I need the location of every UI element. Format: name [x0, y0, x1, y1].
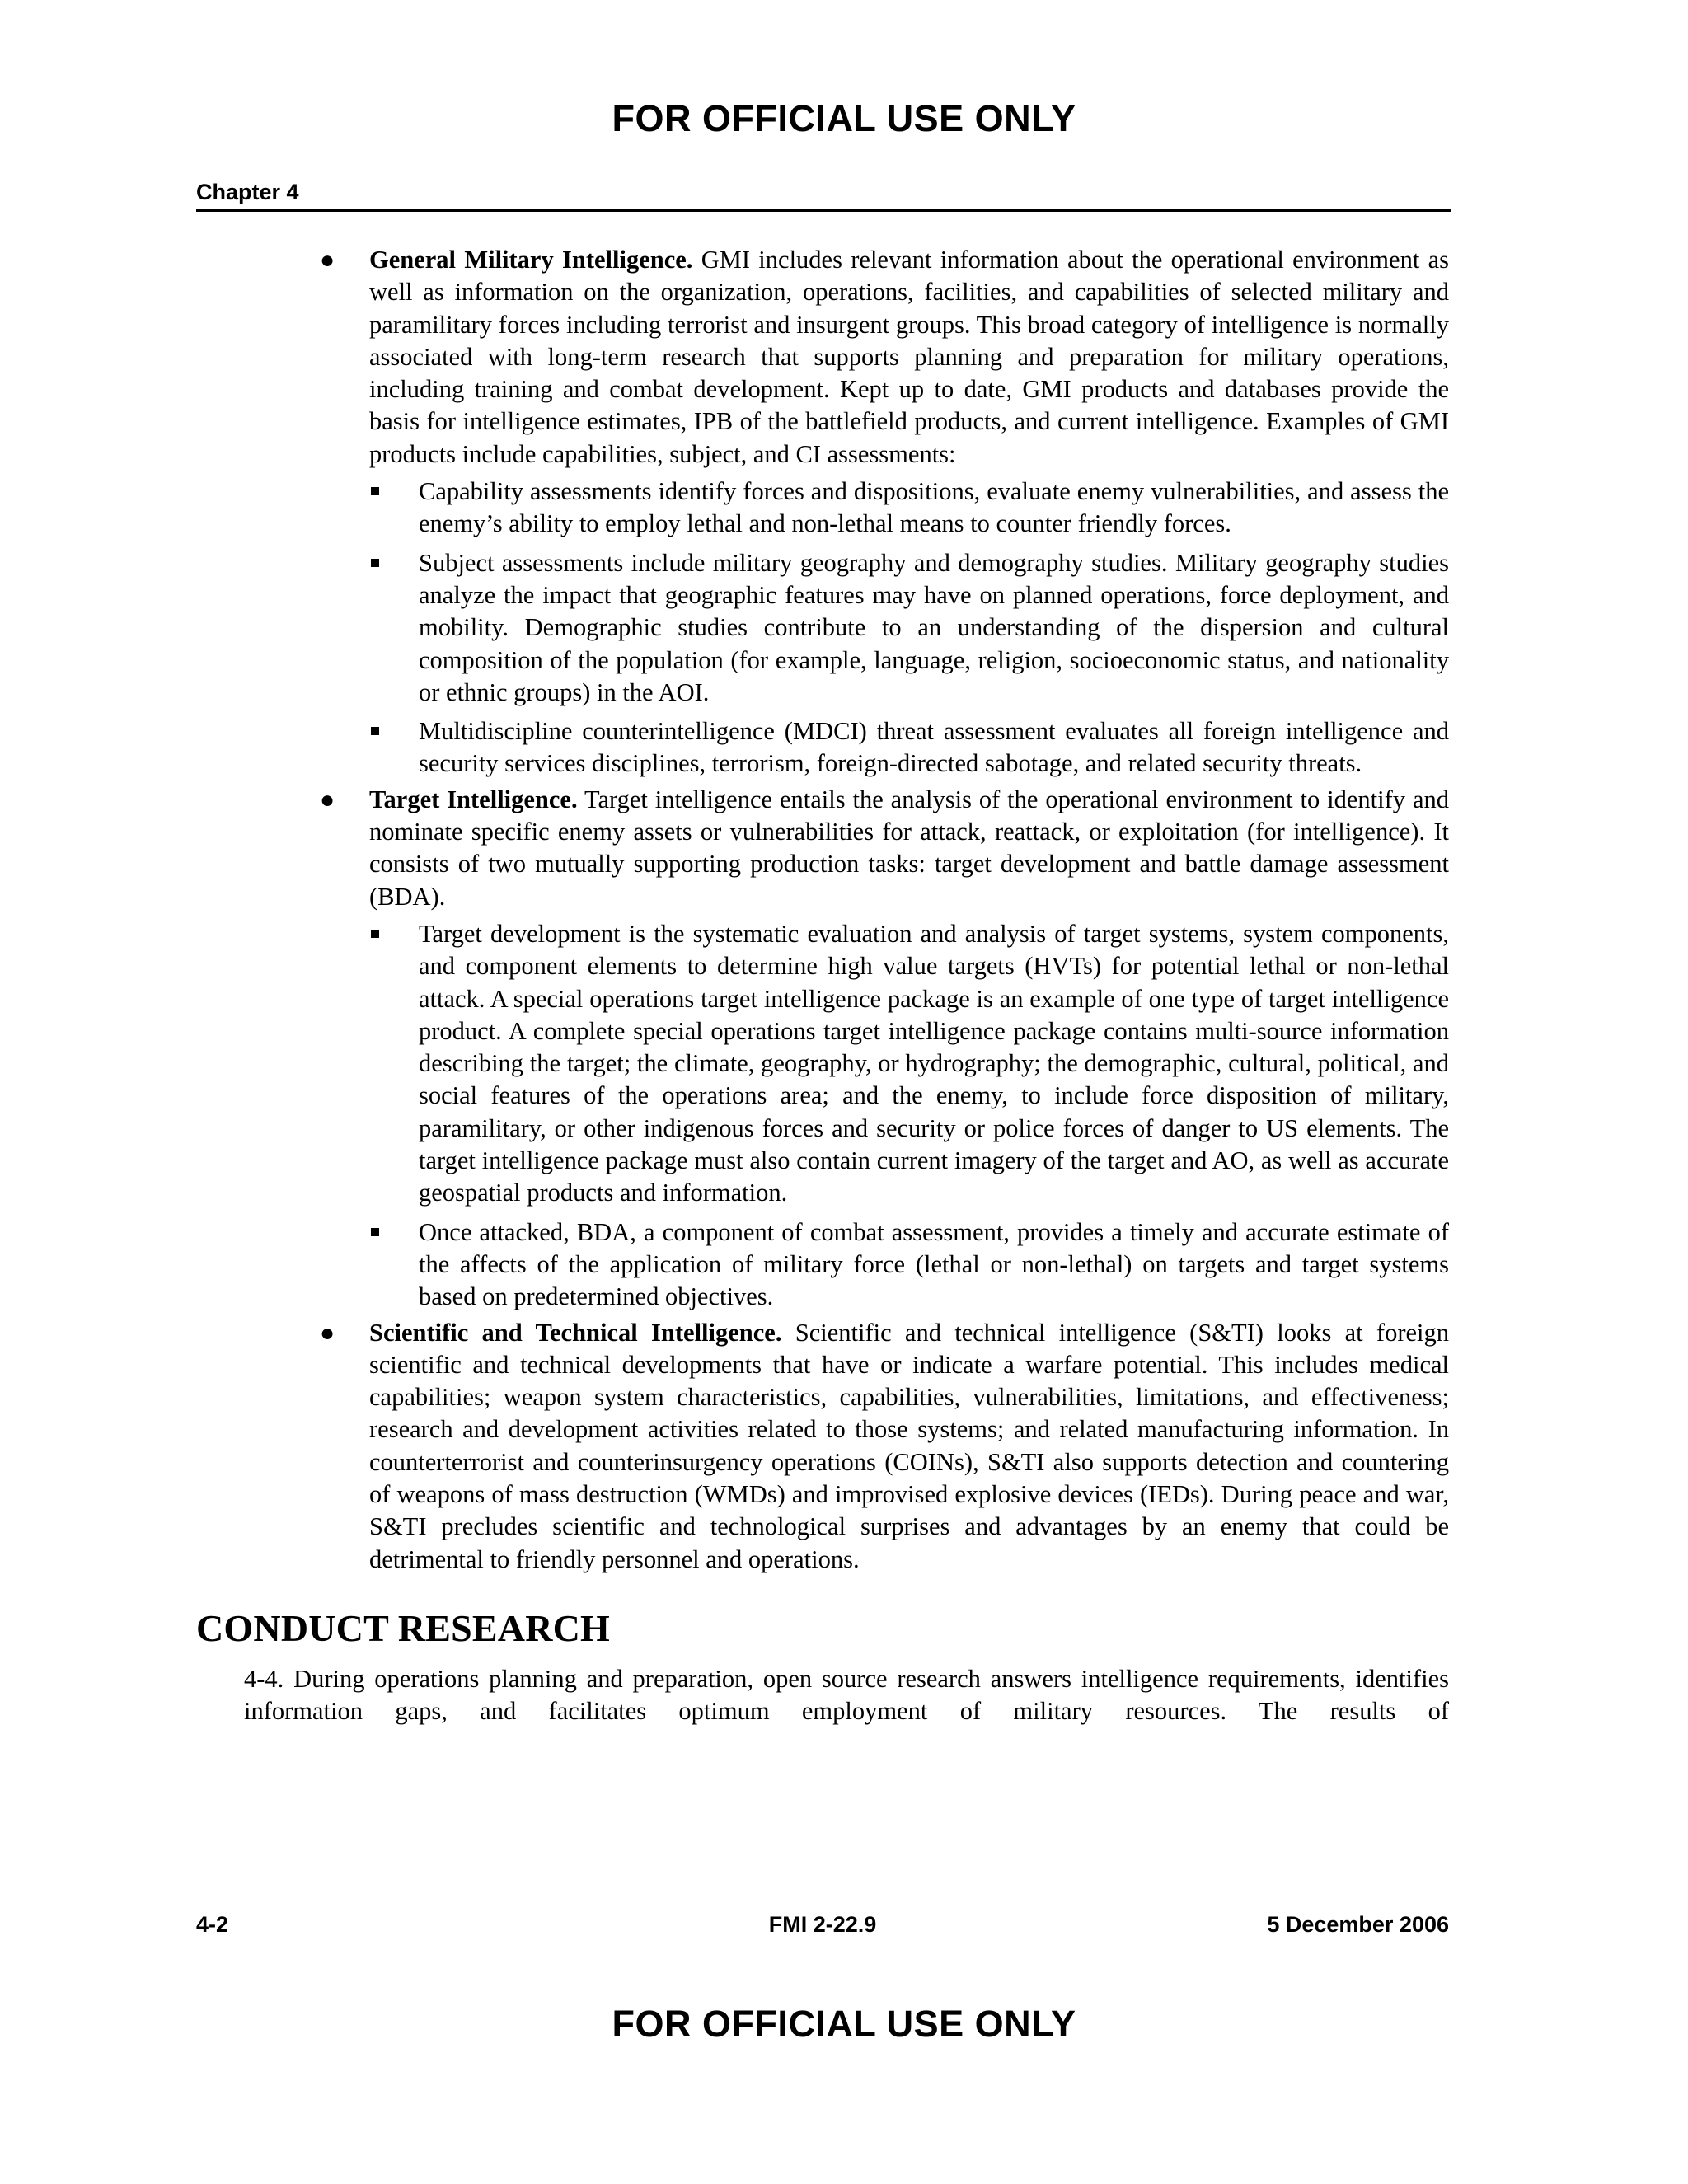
page-footer — [196, 1912, 1449, 1942]
sub-bullet — [419, 547, 1449, 709]
header-rule — [196, 209, 1451, 212]
bullet-text: GMI includes relevant information about the operational environment as well as information on the organization, operations, facilities, and capabilities of selected military and paramilitary forces including terrorist and insurgent groups. This broad category of intelligence is normally associated with long-term research that supports planning and preparation for military operations, including training and combat development. Kept up to date, GMI products and databases provide the basis for intelligence estimates, IPB of the battlefield products, and current intelligence. Examples of GMI products include capabilities, subject, and CI assessments: — [369, 246, 1449, 468]
bullet-general-military-intelligence — [320, 244, 1449, 471]
bullet-target-intelligence — [320, 784, 1449, 913]
bullet-text: Scientific and technical intelligence (S&TI) looks at foreign scientific and technical developments that have or indicate a warfare potential. This includes medical capabilities; weapon system characteristics, capabilities, vulnerabilities, limitations, and effectiveness; research and development activities related to those systems; and related manufacturing information. In counterterrorist and counterinsurgency operations (COINs), S&TI also supports detection and countering of weapons of mass destruction (WMDs) and improvised explosive devices (IEDs). During peace and war, S&TI precludes scientific and technological surprises and advantages by an enemy that could be detrimental to friendly personnel and operations. — [369, 1318, 1449, 1573]
sub-bullet-text: Multidiscipline counterintelligence (MDCI) threat assessment evaluates all foreign intelligence and security services disciplines, terrorism, foreign-directed sabotage, and related security threats. — [419, 717, 1449, 778]
bullet-dot-icon: ● — [320, 1319, 335, 1347]
square-bullet-icon — [371, 930, 379, 938]
sub-bullet-text: Capability assessments identify forces and dispositions, evaluate enemy vulnerabilities, and assess the enemy’s ability to employ lethal and non-lethal means to counter friendly forces. — [419, 477, 1449, 538]
paragraph-4-4: 4-4. During operations planning and preparation, open source research answers intelligence requirements, identifies information gaps, and facilitates optimum employment of military resources. The results of — [244, 1664, 1449, 1726]
sub-bullet — [419, 918, 1449, 1210]
page-body — [196, 244, 1449, 1727]
square-bullet-icon — [371, 487, 379, 495]
bullet-dot-icon: ● — [320, 785, 335, 813]
footer-page-number: 4-2 — [196, 1912, 229, 1937]
bullet-dot-icon: ● — [320, 246, 335, 274]
sub-bullet — [419, 476, 1449, 541]
sub-bullet — [419, 1216, 1449, 1314]
bullet-heading: Scientific and Technical Intelligence. — [369, 1318, 782, 1347]
square-bullet-icon — [371, 1228, 379, 1236]
sub-bullet-text: Subject assessments include military geography and demography studies. Military geography studies analyze the impact that geographic features may have on planned operations, force deployment, and mobility. Demographic studies contribute to an understanding of the dispersion and cultural composition of the population (for example, language, religion, socioeconomic status, and nationality or ethnic groups) in the AOI. — [419, 548, 1449, 706]
sub-bullet-text: Target development is the systematic evaluation and analysis of target systems, system components, and component elements to determine high value targets (HVTs) for potential lethal or non-lethal attack. A special operations target intelligence package is an example of one type of target intelligence product. A complete special operations target intelligence package contains multi-source information describing the target; the climate, geography, or hydrography; the demographic, cultural, political, and social features of the operations area; and the enemy, to include force disposition of military, paramilitary, or other indigenous forces and security or police forces of danger to US elements. The target intelligence package must also contain current imagery of the target and AO, as well as accurate geospatial products and information. — [419, 919, 1449, 1207]
footer-date: 5 December 2006 — [1267, 1912, 1449, 1937]
sub-bullet — [419, 715, 1449, 780]
square-bullet-icon — [371, 727, 379, 735]
sub-bullet-text: Once attacked, BDA, a component of combat assessment, provides a timely and accurate estimate of the affects of the application of military force (lethal or non-lethal) on targets and target systems based on predetermined objectives. — [419, 1217, 1449, 1311]
square-bullet-icon — [371, 559, 379, 567]
bullet-heading: Target Intelligence. — [369, 785, 578, 813]
bullet-heading: General Military Intelligence. — [369, 246, 693, 274]
bullet-scientific-technical-intelligence — [320, 1317, 1449, 1576]
classification-banner-top: FOR OFFICIAL USE ONLY — [612, 97, 1076, 139]
bullet-text: Target intelligence entails the analysis of the operational environment to identify and nominate specific enemy assets or vulnerabilities for attack, reattack, or exploitation (for intelligence). It consists of two mutually supporting production tasks: target development and battle damage assessment (BDA). — [369, 785, 1449, 911]
section-heading: CONDUCT RESEARCH — [196, 1606, 611, 1649]
chapter-label: Chapter 4 — [196, 180, 299, 204]
footer-document-id: FMI 2-22.9 — [768, 1912, 877, 1937]
classification-banner-bottom: FOR OFFICIAL USE ONLY — [612, 2003, 1076, 2045]
